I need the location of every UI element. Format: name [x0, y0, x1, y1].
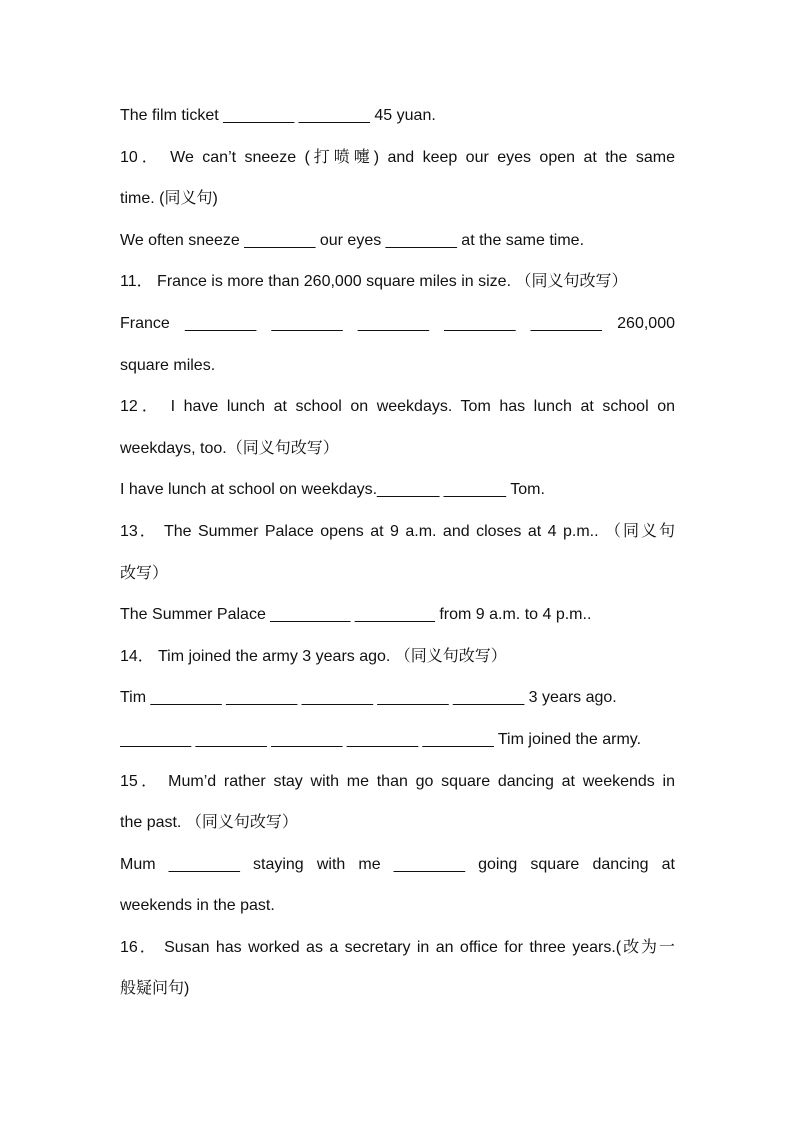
exercise-line: Tim ________ ________ ________ ________ ________ 3 years ago.: [120, 689, 617, 707]
exercise-line: Mum ________ staying with me ________ going square dancing at: [120, 855, 675, 873]
exercise-line: 12． I have lunch at school on weekdays. Tom has lunch at school on: [120, 398, 675, 416]
exercise-line: ________ ________ ________ ________ ________ Tim joined the army.: [120, 730, 642, 748]
exercise-line: France ________ ________ ________ ________ ________ 260,000: [120, 314, 675, 332]
exercise-line: weekends in the past.: [120, 897, 275, 915]
exercise-line: We often sneeze ________ our eyes ________ at the same time.: [120, 231, 585, 249]
exercise-line: 10． We can’t sneeze (打喷嚏) and keep our eyes open at the same: [120, 148, 675, 166]
exercise-line: 13． The Summer Palace opens at 9 a.m. and closes at 4 p.m.. （同义句: [120, 522, 675, 540]
exercise-line: time. (同义句): [120, 190, 218, 208]
exercise-line: The Summer Palace _________ _________ from 9 a.m. to 4 p.m..: [120, 606, 592, 624]
exercise-line: weekdays, too.（同义句改写）: [120, 439, 339, 457]
exercise-line: I have lunch at school on weekdays._______ _______ Tom.: [120, 481, 545, 499]
exercise-line: 14． Tim joined the army 3 years ago. （同义句改写）: [120, 647, 507, 665]
exercise-line: 般疑问句): [120, 980, 190, 998]
exercise-line: square miles.: [120, 356, 216, 374]
worksheet-page: [120, 95, 675, 1010]
exercise-line: The film ticket ________ ________ 45 yuan.: [120, 107, 436, 124]
exercise-line: 15． Mum’d rather stay with me than go square dancing at weekends in: [120, 772, 675, 790]
exercise-line: 11． France is more than 260,000 square miles in size. （同义句改写）: [120, 273, 628, 291]
exercise-line: the past. （同义句改写）: [120, 814, 298, 832]
exercise-line: 16． Susan has worked as a secretary in an office for three years.(改为一: [120, 938, 675, 956]
exercise-line: 改写）: [120, 564, 169, 582]
